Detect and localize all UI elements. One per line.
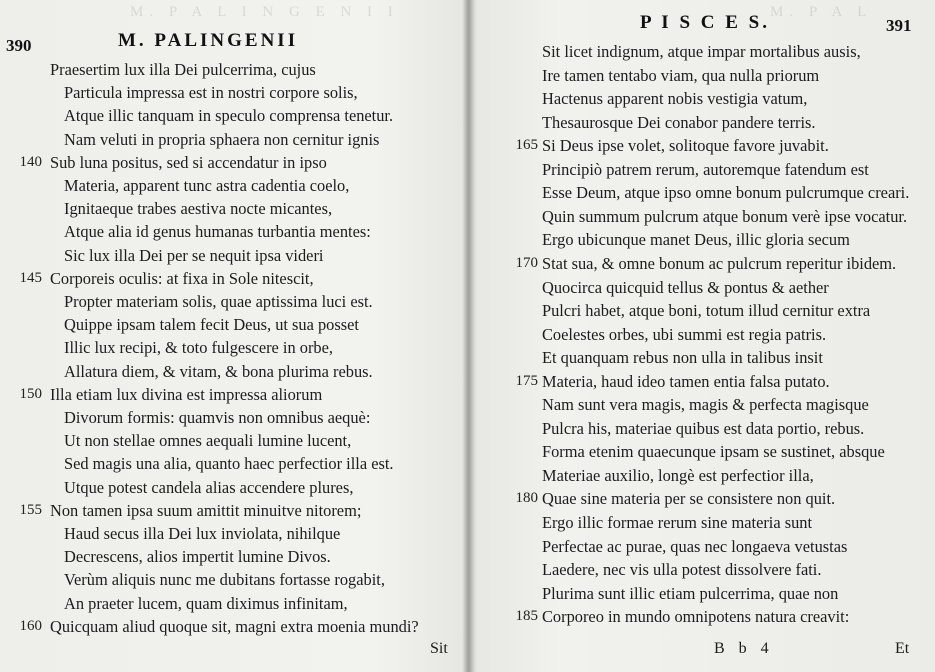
verse-line <box>470 228 935 251</box>
verse-text: Principiò patrem rerum, autoremque fatendum est <box>542 159 869 179</box>
verse-text: Illa etiam lux divina est impressa aliorum <box>50 384 323 404</box>
verse-text: Pulcra his, materiae quibus est data portio, rebus. <box>542 418 865 438</box>
verse-text: Ergo illic formae rerum sine materia sunt <box>542 513 813 532</box>
verse-text: Ergo ubicunque manet Deus, illic gloria secum <box>542 230 850 250</box>
page-number: 391 <box>886 16 912 35</box>
verse-line <box>470 558 935 581</box>
show-through-heading: M. P A L <box>770 4 873 20</box>
verse-line <box>470 605 935 628</box>
verse-text: Haud secus illa Dei lux inviolata, nihilque <box>64 524 341 543</box>
verse-text: Stat sua, & omne bonum ac pulcrum reperitur ibidem. <box>542 253 897 273</box>
verse-line <box>470 299 935 322</box>
verse-text: Sic lux illa Dei per se nequit ipsa videri <box>64 245 324 265</box>
verse-text: Ire tamen tentabo viam, qua nulla priorum <box>542 65 820 85</box>
verse-line <box>470 464 935 487</box>
verse-line <box>0 568 466 591</box>
verse-text: Corporeis oculis: at fixa in Sole nitescit, <box>50 268 314 288</box>
verse-line <box>0 476 466 499</box>
verse-line <box>0 360 466 383</box>
verse-text: Quicquam aliud quoque sit, magni extra moenia mundi? <box>50 616 419 636</box>
verse-line <box>470 511 935 534</box>
verse-text: Plurima sunt illic etiam pulcerrima, quae non <box>542 583 839 603</box>
verse-text: Illic lux recipi, & toto fulgescere in orbe, <box>64 338 333 358</box>
left-page <box>0 0 466 672</box>
line-number: 185 <box>515 608 538 625</box>
verse-line <box>0 383 466 406</box>
verse-text: Quocirca quicquid tellus & pontus & aether <box>542 277 829 297</box>
verse-line <box>0 104 466 127</box>
verse-line <box>470 487 935 510</box>
verse-text: Quippe ipsam talem fecit Deus, ut sua posset <box>64 315 359 335</box>
running-head: M. PALINGENII <box>118 30 299 51</box>
verse-text: Divorum formis: quamvis non omnibus aequè: <box>64 408 371 427</box>
verse-text: Quae sine materia per se consistere non quit. <box>542 489 836 509</box>
verse-text: Perfectae ac purae, quas nec longaeva vetustas <box>542 536 848 556</box>
verse-text: Particula impressa est in nostri corpore solis, <box>64 83 358 103</box>
verse-line <box>470 40 935 63</box>
verse-text: Ut non stellae omnes aequali lumine lucent, <box>64 431 352 451</box>
signature-mark: B b 4 <box>714 640 774 657</box>
verse-line <box>0 81 466 104</box>
verse-line <box>0 174 466 197</box>
verse-line <box>470 535 935 558</box>
verse-line <box>0 197 466 220</box>
verse-line <box>0 522 466 545</box>
catchword: Sit <box>430 640 448 657</box>
catchword: Et <box>895 640 910 657</box>
verse-line <box>470 111 935 134</box>
verse-text: Verùm aliquis nunc me dubitans fortasse rogabit, <box>64 570 385 590</box>
verse-text: Atque alia id genus humanas turbantia mentes: <box>64 222 371 242</box>
verse-line <box>470 181 935 204</box>
verse-text: Corporeo in mundo omnipotens natura creavit: <box>542 607 850 627</box>
verse-line <box>470 158 935 181</box>
verse-text: Laedere, nec vis ulla potest dissolvere fati. <box>542 560 822 580</box>
line-number: 165 <box>515 137 538 154</box>
verse-line <box>0 452 466 475</box>
verse-text: Materia, haud ideo tamen entia falsa putato. <box>542 371 830 391</box>
show-through-heading: M. P A L I N G E N I I <box>130 4 399 20</box>
verse-line <box>0 592 466 615</box>
verse-text: Et quanquam rebus non ulla in talibus insit <box>542 348 823 368</box>
verse-line <box>0 406 466 429</box>
verse-line <box>470 323 935 346</box>
verse-line <box>470 134 935 157</box>
verse-line <box>470 393 935 416</box>
verse-line <box>0 151 466 174</box>
verse-text: Hactenus apparent nobis vestigia vatum, <box>542 89 808 109</box>
verse-text: Thesaurosque Dei conabor pandere terris. <box>542 112 816 132</box>
verse-text: Sed magis una alia, quanto haec perfectior illa est. <box>64 454 394 474</box>
page-number: 390 <box>6 36 32 55</box>
running-head: P I S C E S. <box>640 12 770 33</box>
verse-line <box>0 429 466 452</box>
line-number: 170 <box>515 254 538 271</box>
verse-line <box>0 290 466 313</box>
verse-line <box>0 615 466 638</box>
line-number: 175 <box>515 372 538 389</box>
verse-text: Si Deus ipse volet, solitoque favore juvabit. <box>542 136 829 156</box>
right-page <box>470 0 935 672</box>
line-number: 155 <box>19 501 42 518</box>
verse-text: Materiae auxilio, longè est perfectior illa, <box>542 465 814 485</box>
verse-text: An praeter lucem, quam diximus infinitam, <box>64 593 348 613</box>
verse-line <box>470 346 935 369</box>
verse-text: Utque potest candela alias accendere plures, <box>64 477 354 497</box>
line-number: 145 <box>19 269 42 286</box>
verse-text: Forma etenim quaecunque ipsam se sustinet, absque <box>542 442 885 462</box>
verse-line <box>470 64 935 87</box>
verse-line <box>470 370 935 393</box>
verse-text: Propter materiam solis, quae aptissima luci est. <box>64 292 373 311</box>
verse-text: Nam veluti in propria sphaera non cernitur ignis <box>64 129 380 149</box>
verse-text: Sit licet indignum, atque impar mortalibus ausis, <box>542 42 861 61</box>
verse-line <box>0 313 466 336</box>
line-number: 160 <box>19 617 42 634</box>
verse-line <box>470 440 935 463</box>
verse-line <box>0 220 466 243</box>
verse-text: Pulcri habet, atque boni, totum illud cernitur extra <box>542 301 871 321</box>
verse-text: Atque illic tanquam in speculo comprensa tenetur. <box>64 106 394 126</box>
verse-line <box>470 252 935 275</box>
verse-line <box>0 58 466 81</box>
verse-line <box>470 417 935 440</box>
verse-line <box>0 267 466 290</box>
line-number: 180 <box>515 490 538 507</box>
verse-line <box>0 336 466 359</box>
verse-text: Materia, apparent tunc astra cadentia coelo, <box>64 176 350 195</box>
verse-text: Praesertim lux illa Dei pulcerrima, cujus <box>50 60 316 79</box>
verse-text: Quin summum pulcrum atque bonum verè ipse vocatur. <box>542 206 908 226</box>
verse-line <box>470 205 935 228</box>
verse-line <box>0 128 466 151</box>
verse-text: Coelestes orbes, ubi summi est regia patris. <box>542 324 827 344</box>
verse-text: Allatura diem, & vitam, & bona plurima rebus. <box>64 361 373 381</box>
verse-text: Esse Deum, atque ipso omne bonum pulcrumque creari. <box>542 183 910 203</box>
verse-line <box>0 499 466 522</box>
verse-text: Non tamen ipsa suum amittit minuitve nitorem; <box>50 500 362 520</box>
line-number: 150 <box>19 385 42 402</box>
verse-line <box>470 582 935 605</box>
verse-line <box>470 276 935 299</box>
verse-text: Sub luna positus, sed si accendatur in ipso <box>50 152 327 172</box>
verse-line <box>0 244 466 267</box>
verse-text: Decrescens, alios impertit lumine Divos. <box>64 547 331 567</box>
verse-line <box>470 87 935 110</box>
line-number: 140 <box>19 153 42 170</box>
verse-text: Ignitaeque trabes aestiva nocte micantes, <box>64 199 333 219</box>
verse-text: Nam sunt vera magis, magis & perfecta magisque <box>542 395 869 415</box>
verse-line <box>0 545 466 568</box>
